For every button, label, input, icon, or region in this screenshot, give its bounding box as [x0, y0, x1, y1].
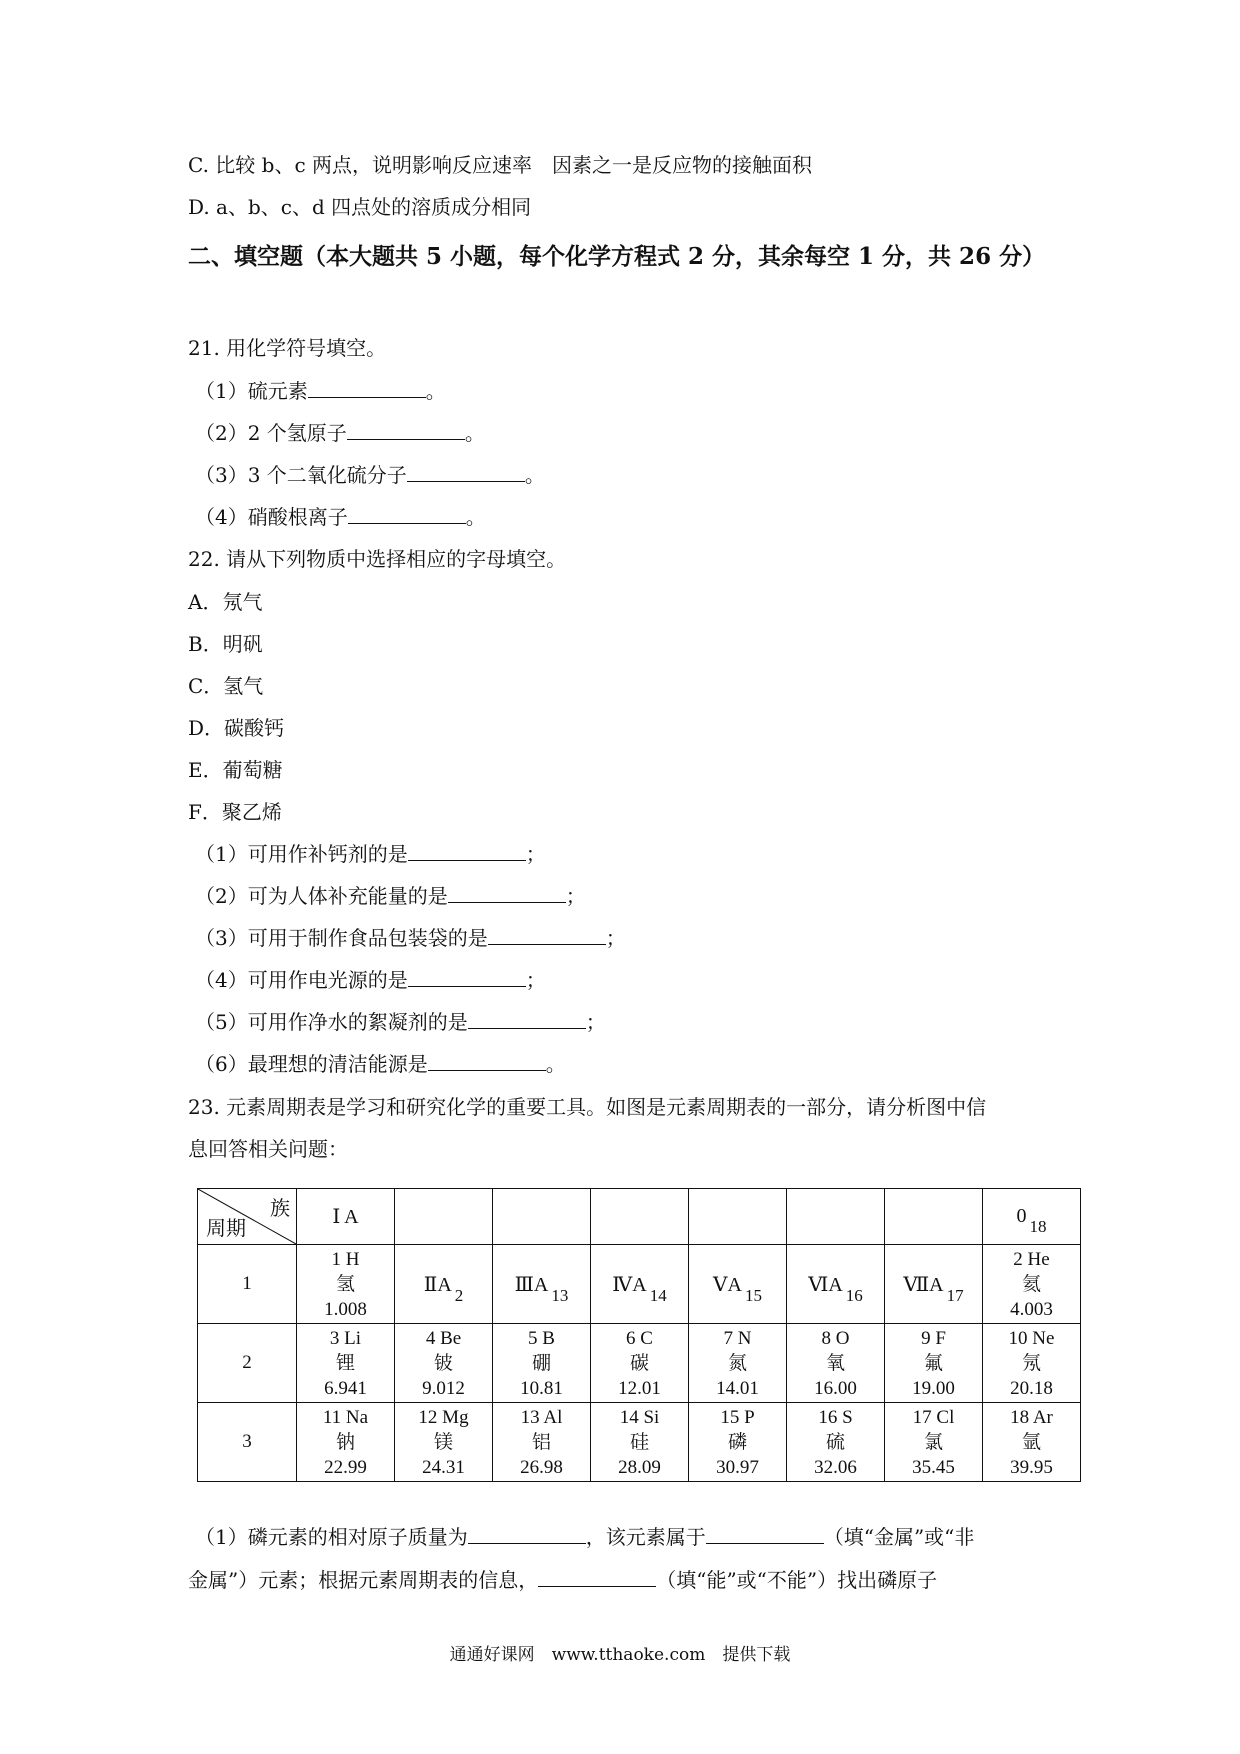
table-header-row — [198, 1189, 1081, 1245]
q22-option-d: D．碳酸钙 — [188, 716, 285, 740]
element-cell: 13 Al 铝 26.98 — [493, 1403, 591, 1482]
answer-blank[interactable] — [348, 505, 466, 524]
answer-blank[interactable] — [448, 884, 566, 903]
q23-stem-line2: 息回答相关问题： — [188, 1137, 348, 1161]
group-0-header: 0 $_{18}$ — [983, 1189, 1081, 1245]
answer-blank[interactable] — [538, 1568, 656, 1587]
corner-group-label: 族 — [270, 1198, 290, 1220]
period-label: 1 — [198, 1245, 297, 1324]
q22-option-e: E．葡萄糖 — [188, 758, 283, 782]
answer-blank[interactable] — [488, 926, 606, 945]
empty-header-cell — [591, 1189, 689, 1245]
q22-option-c: C．氢气 — [188, 674, 264, 698]
q22-item-6: （6）最理想的清洁能源是 。 — [195, 1052, 566, 1076]
element-cell: 10 Ne 氖 20.18 — [983, 1324, 1081, 1403]
empty-header-cell — [787, 1189, 885, 1245]
element-cell: 12 Mg 镁 24.31 — [395, 1403, 493, 1482]
q21-item-1: （1）硫元素 。 — [195, 379, 446, 403]
answer-blank[interactable] — [407, 463, 525, 482]
answer-blank[interactable] — [706, 1525, 824, 1544]
empty-header-cell — [493, 1189, 591, 1245]
q22-option-a: A．氖气 — [188, 590, 263, 614]
element-cell: 8 O 氧 16.00 — [787, 1324, 885, 1403]
q22-item-3: （3）可用于制作食品包装袋的是 ； — [195, 926, 626, 950]
q22-stem: 22. 请从下列物质中选择相应的字母填空。 — [188, 547, 567, 571]
element-cell: 4 Be 铍 9.012 — [395, 1324, 493, 1403]
q22-item-5: （5）可用作净水的絮凝剂的是 ； — [195, 1010, 606, 1034]
group-label-2a: ⅡA $_2$ — [395, 1245, 493, 1324]
element-cell: 5 B 硼 10.81 — [493, 1324, 591, 1403]
q22-item-1: （1）可用作补钙剂的是 ； — [195, 842, 546, 866]
group-1a-header: Ⅰ A — [297, 1189, 395, 1245]
group-label-5a: ⅤA $_{15}$ — [689, 1245, 787, 1324]
corner-period-label: 周期 — [206, 1218, 246, 1240]
periodic-table — [197, 1188, 1081, 1482]
period-2-row — [198, 1324, 1081, 1403]
q22-option-f: F．聚乙烯 — [188, 800, 282, 824]
answer-blank[interactable] — [468, 1525, 586, 1544]
option-c: C. 比较 b、c 两点，说明影响反应速率 因素之一是反应物的接触面积 — [188, 153, 813, 177]
element-cell: 16 S 硫 32.06 — [787, 1403, 885, 1482]
element-cell: 17 Cl 氯 35.45 — [885, 1403, 983, 1482]
q23-sub1-line2: 金属”）元素；根据元素周期表的信息， （填“能”或“不能”）找出磷原子 — [188, 1568, 938, 1592]
page-footer: 通通好课网 www.tthaoke.com 提供下载 — [449, 1645, 791, 1665]
element-cell: 3 Li 锂 6.941 — [297, 1324, 395, 1403]
q23-sub1-line1: （1）磷元素的相对原子质量为 ，该元素属于 （填“金属”或“非 — [195, 1525, 975, 1549]
period-3-row — [198, 1403, 1081, 1482]
period-label: 2 — [198, 1324, 297, 1403]
answer-blank[interactable] — [347, 421, 465, 440]
q21-item-2: （2）2 个氢原子 。 — [195, 421, 485, 445]
q22-item-4: （4）可用作电光源的是 ； — [195, 968, 546, 992]
period-label: 3 — [198, 1403, 297, 1482]
table-corner-cell — [198, 1189, 297, 1245]
q21-stem: 21. 用化学符号填空。 — [188, 336, 387, 360]
element-cell: 9 F 氟 19.00 — [885, 1324, 983, 1403]
empty-header-cell — [885, 1189, 983, 1245]
answer-blank[interactable] — [308, 379, 426, 398]
element-cell: 14 Si 硅 28.09 — [591, 1403, 689, 1482]
group-label-3a: ⅢA $_{13}$ — [493, 1245, 591, 1324]
element-cell: 15 P 磷 30.97 — [689, 1403, 787, 1482]
answer-blank[interactable] — [428, 1052, 546, 1071]
element-cell-h: 1 H 氢 1.008 — [297, 1245, 395, 1324]
q23-stem-line1: 23. 元素周期表是学习和研究化学的重要工具。如图是元素周期表的一部分，请分析图中信 — [188, 1095, 987, 1119]
answer-blank[interactable] — [468, 1010, 586, 1029]
element-cell: 7 N 氮 14.01 — [689, 1324, 787, 1403]
empty-header-cell — [689, 1189, 787, 1245]
option-d: D. a、b、c、d 四点处的溶质成分相同 — [188, 195, 532, 219]
answer-blank[interactable] — [408, 968, 526, 987]
empty-header-cell — [395, 1189, 493, 1245]
element-cell: 18 Ar 氩 39.95 — [983, 1403, 1081, 1482]
group-label-6a: ⅥA $_{16}$ — [787, 1245, 885, 1324]
element-cell: 6 C 碳 12.01 — [591, 1324, 689, 1403]
element-cell: 11 Na 钠 22.99 — [297, 1403, 395, 1482]
group-label-4a: ⅣA $_{14}$ — [591, 1245, 689, 1324]
group-label-7a: ⅦA $_{17}$ — [885, 1245, 983, 1324]
section-heading: 二、填空题（本大题共 5 小题，每个化学方程式 2 分，其余每空 1 分，共 26 分） — [188, 243, 1046, 270]
period-1-row — [198, 1245, 1081, 1324]
q22-item-2: （2）可为人体补充能量的是 ； — [195, 884, 586, 908]
element-cell-he: 2 He 氦 4.003 — [983, 1245, 1081, 1324]
q21-item-3: （3）3 个二氧化硫分子 。 — [195, 463, 545, 487]
q21-item-4: （4）硝酸根离子 。 — [195, 505, 486, 529]
answer-blank[interactable] — [408, 842, 526, 861]
q22-option-b: B．明矾 — [188, 632, 263, 656]
